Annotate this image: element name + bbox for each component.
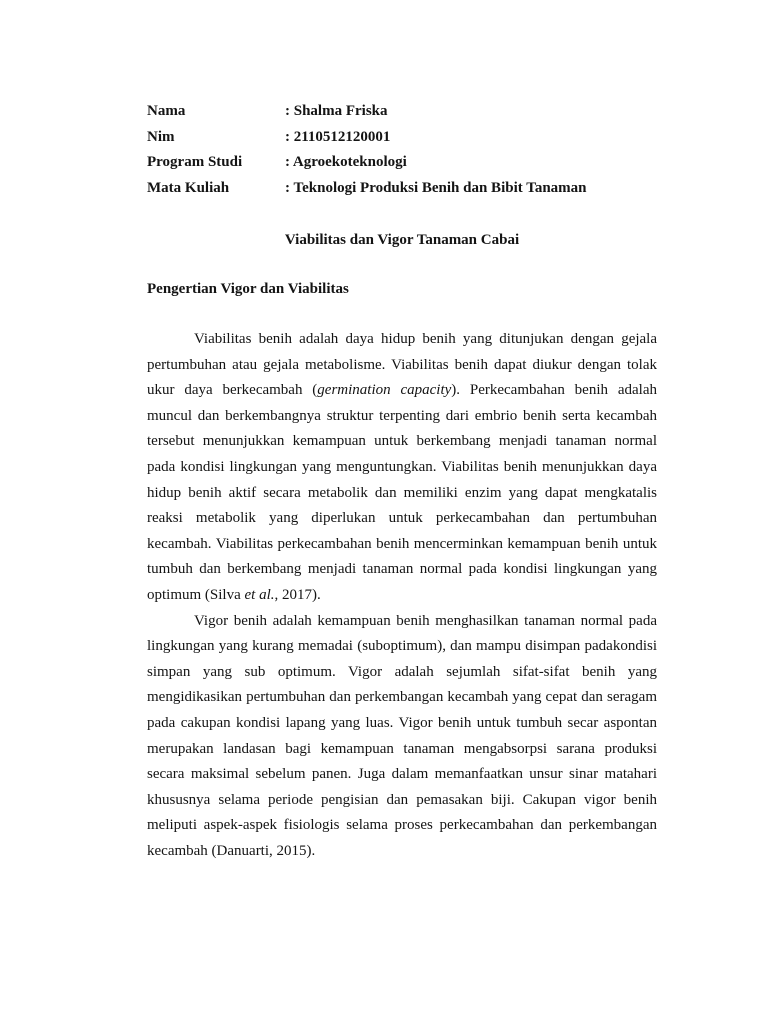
italic-citation: et al. [244,586,275,603]
paragraph-text: Viabilitas benih adalah daya hidup benih yang ditunjukan dengan gejala pertumbuhan atau gejala metabolisme. Viabilitas benih dapat diukur dengan tolak ukur daya berkecambah ( [147,331,657,399]
italic-term: germination capacity [317,382,452,399]
identity-label: Nim [147,128,175,145]
identity-value: : Teknologi Produksi Benih dan Bibit Tanaman [285,179,587,196]
identity-row-course [147,177,667,203]
identity-row-program [147,151,667,177]
identity-row-name [147,100,667,126]
section-heading: Pengertian Vigor dan Viabilitas [147,281,349,297]
identity-row-nim [147,126,667,152]
identity-value: : Shalma Friska [285,103,388,119]
identity-value: : Agroekoteknologi [285,154,407,170]
student-identity-block [147,100,667,202]
identity-label: Mata Kuliah [147,179,230,196]
paragraph-vigor: Vigor benih adalah kemampuan benih menghasilkan tanaman normal pada lingkungan yang kurang memadai (suboptimum), dan mampu disimpan padakondisi simpan yang sub optimum. Vigor adalah sejumlah sifat-sifat benih yang mengidikasikan pertumbuhan dan perkembangan kecambah yang cepat dan seragam pada cakupan kondisi lapang yang luas. Vigor benih untuk tumbuh secar aspontan merupakan landasan bagi kemampuan tanaman mengabsorpsi sarana produksi secara maksimal sebelum panen. Juga dalam memanfaatkan unsur sinar matahari khususnya selama periode pengisian dan pemasakan biji. Cakupan vigor benih meliputi aspek-aspek fisiologis selama proses perkecambahan dan perkembangan kecambah (Danuarti, 2015). [147,612,657,859]
identity-value: : 2110512120001 [285,128,391,145]
paragraph-text: , 2017). [274,586,321,603]
paragraph-viabilitas [147,327,657,609]
identity-label: Nama [147,103,186,119]
identity-label: Program Studi [147,154,243,170]
document-title: Viabilitas dan Vigor Tanaman Cabai [284,232,520,248]
paragraph-text: ). Perkecambahan benih adalah muncul dan berkembangnya struktur terpenting dari embrio benih serta kecambah tersebut menunjukkan kemampuan untuk berkembang menjadi tanaman normal pada kondisi lingkungan yang menguntungkan. Viabilitas benih menunjukkan daya hidup benih aktif secara metabolik dan memiliki enzim yang dapat mengkatalis reaksi metabolik yang diperlukan untuk perkecambahan dan pertumbuhan kecambah. Viabilitas perkecambahan benih mencerminkan kemampuan benih untuk tumbuh dan berkembang menjadi tanaman normal pada kondisi lingkungan yang optimum (Silva [147,382,657,603]
body-text [147,327,657,864]
